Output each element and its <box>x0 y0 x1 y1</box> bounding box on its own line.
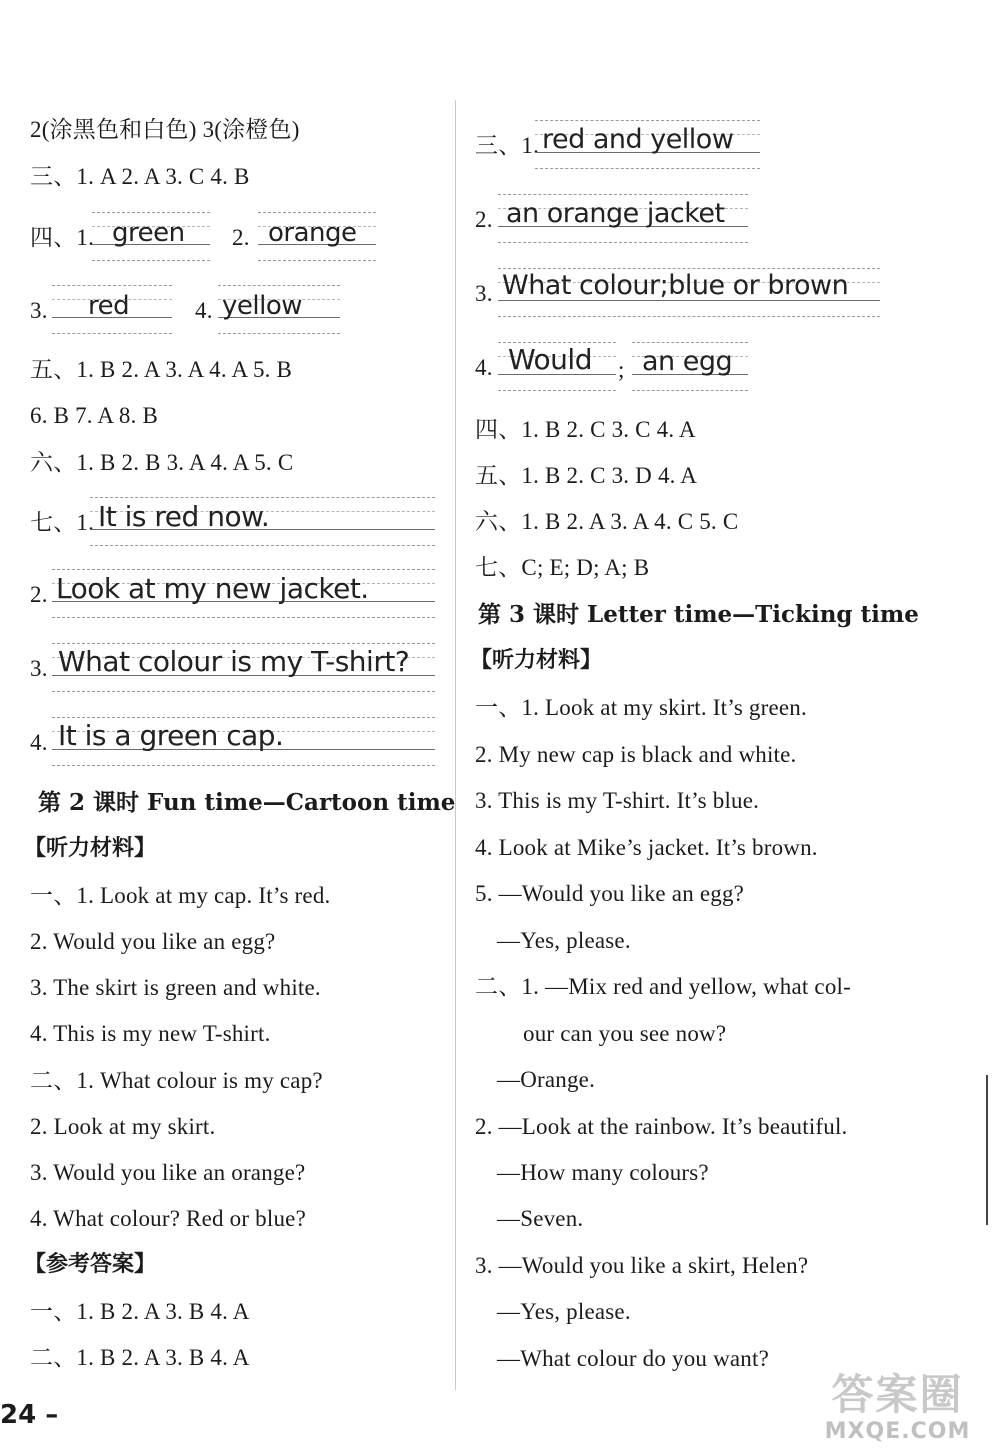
listening-line: 4. What colour? Red or blue? <box>30 1206 306 1231</box>
answer-line: 二、1. B 2. A 3. B 4. A <box>30 1345 250 1370</box>
listening-line: —How many colours? <box>497 1160 709 1185</box>
handwritten-answer: green <box>112 218 185 248</box>
answer-line: 三、1. A 2. A 3. C 4. B <box>30 164 250 189</box>
handwritten-sentence: It is a green cap. <box>58 719 284 752</box>
listening-line: —Yes, please. <box>497 928 631 953</box>
answer-line: 五、1. B 2. A 3. A 4. A 5. B <box>30 357 293 382</box>
listening-line: —Yes, please. <box>497 1299 631 1324</box>
listening-line: 二、1. What colour is my cap? <box>30 1068 323 1093</box>
column-divider <box>455 100 456 1390</box>
handwritten-answer: What colour;blue or brown <box>502 270 849 301</box>
lesson-heading: 第 2 课时 Fun time—Cartoon time <box>38 789 456 816</box>
listening-line: 3. This is my T-shirt. It’s blue. <box>475 788 760 813</box>
answer-line: 七、C; E; D; A; B <box>475 555 650 580</box>
question-number: 七、1. <box>30 510 95 535</box>
listening-line: 3. The skirt is green and white. <box>30 975 321 1000</box>
handwritten-sentence: It is red now. <box>98 500 270 533</box>
answer-line: 六、1. B 2. A 3. A 4. C 5. C <box>475 509 739 534</box>
margin-mark <box>986 1075 988 1225</box>
listening-line: 4. This is my new T-shirt. <box>30 1021 271 1046</box>
watermark-text: MXQE.COM <box>824 1419 971 1444</box>
question-number: 4. <box>475 355 493 380</box>
answer-line: 一、1. B 2. A 3. B 4. A <box>30 1299 250 1324</box>
handwritten-answer: orange <box>268 218 357 248</box>
question-number: 2. <box>475 207 493 232</box>
answer-line: 2(涂黑色和白色) 3(涂橙色) <box>30 117 300 142</box>
question-number: 2. <box>30 582 48 607</box>
listening-line: 2. Look at my skirt. <box>30 1114 216 1139</box>
handwritten-answer: red <box>88 291 130 321</box>
handwritten-answer: an orange jacket <box>506 198 725 229</box>
watermark-icon: 答案圈 <box>831 1370 964 1419</box>
question-number: 四、1. <box>30 225 95 250</box>
listening-line: 2. Would you like an egg? <box>30 929 276 954</box>
section-label: 【参考答案】 <box>24 1252 157 1277</box>
listening-line: —What colour do you want? <box>497 1346 769 1371</box>
answer-line: 六、1. B 2. B 3. A 4. A 5. C <box>30 450 294 475</box>
listening-line: —Orange. <box>497 1067 596 1092</box>
watermark-logo <box>800 1370 995 1446</box>
handwritten-answer: an egg <box>642 346 733 377</box>
question-number: 3. <box>30 656 48 681</box>
handwritten-sentence: Look at my new jacket. <box>56 572 369 605</box>
lesson-heading: 第 3 课时 Letter time—Ticking time <box>478 601 919 628</box>
question-number: 3. <box>30 298 48 323</box>
listening-line: 3. —Would you like a skirt, Helen? <box>475 1253 809 1278</box>
listening-line: our can you see now? <box>523 1021 727 1046</box>
answer-line: 五、1. B 2. C 3. D 4. A <box>475 463 698 488</box>
question-number: 4. <box>30 730 48 755</box>
listening-line: 一、1. Look at my cap. It’s red. <box>30 883 331 908</box>
listening-line: 4. Look at Mike’s jacket. It’s brown. <box>475 835 818 860</box>
answer-line: 6. B 7. A 8. B <box>30 403 159 428</box>
listening-line: 二、1. —Mix red and yellow, what col- <box>475 974 851 999</box>
question-number: 2. <box>232 225 250 250</box>
listening-line: 2. —Look at the rainbow. It’s beautiful. <box>475 1114 848 1139</box>
page-number: 24 – <box>0 1400 59 1430</box>
handwritten-sentence: What colour is my T-shirt? <box>58 645 410 678</box>
listening-line: 5. —Would you like an egg? <box>475 881 745 906</box>
separator: ; <box>618 357 625 382</box>
answer-line: 四、1. B 2. C 3. C 4. A <box>475 417 696 442</box>
question-number: 4. <box>195 298 213 323</box>
handwritten-answer: Would <box>508 343 592 376</box>
listening-line: 2. My new cap is black and white. <box>475 742 797 767</box>
question-number: 3. <box>475 281 493 306</box>
question-number: 三、1. <box>475 133 540 158</box>
section-label: 【听力材料】 <box>470 648 603 673</box>
handwritten-answer: red and yellow <box>542 124 734 155</box>
handwritten-answer: yellow <box>222 291 303 321</box>
listening-line: 一、1. Look at my skirt. It’s green. <box>475 695 807 720</box>
section-label: 【听力材料】 <box>24 836 157 861</box>
listening-line: 3. Would you like an orange? <box>30 1160 306 1185</box>
listening-line: —Seven. <box>497 1206 584 1231</box>
